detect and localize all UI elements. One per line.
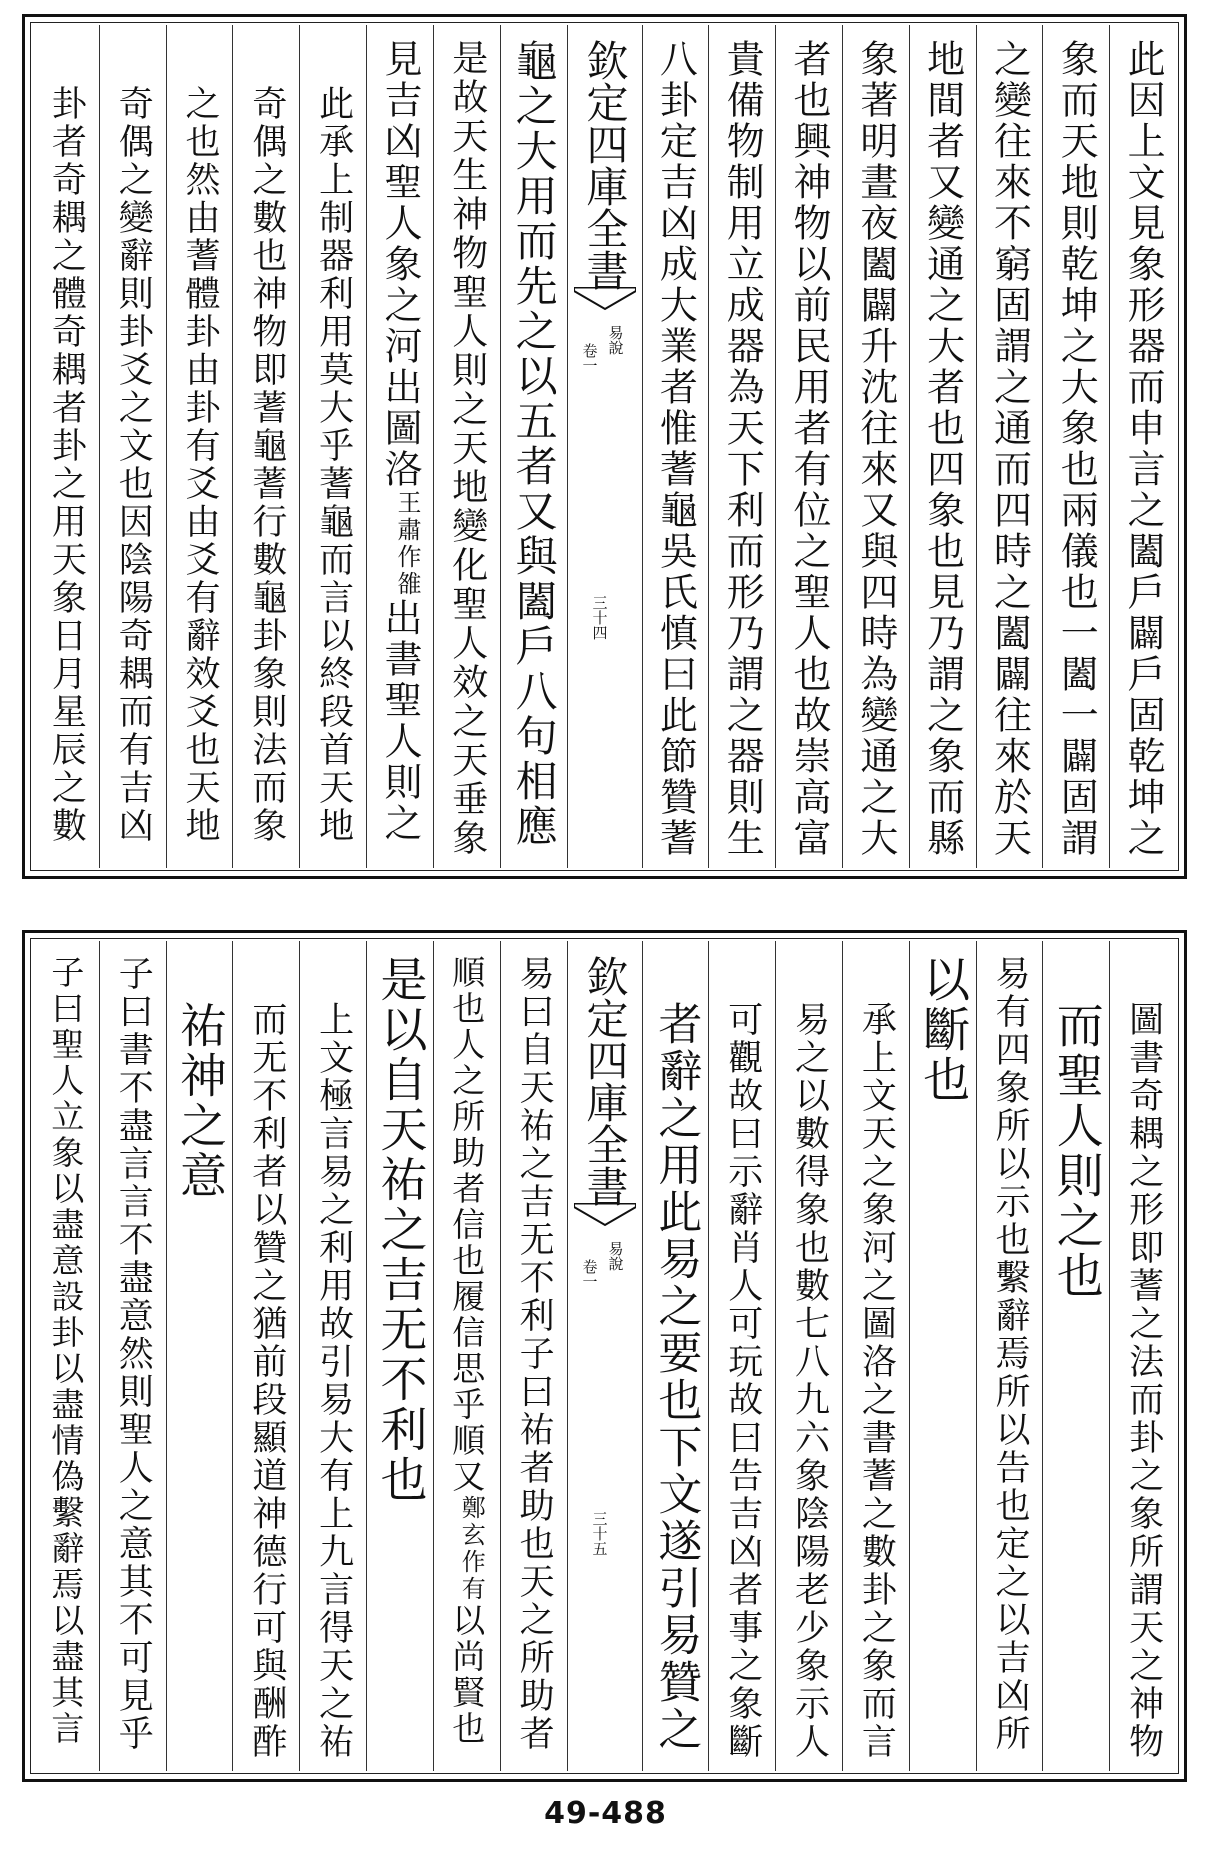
text-column [976,25,1043,868]
column-text: 龜之大用而先之以五者又與闔戶八句相應 [509,39,559,849]
fish-tail-icon [574,1203,636,1227]
book-name: 易說 [606,325,625,355]
text-column [909,941,976,1771]
text-column [166,941,233,1771]
text-column [708,25,775,868]
column-text [377,39,422,844]
column-text: 者也興神物以前民用者有位之聖人也故崇高富 [787,39,832,859]
text-column [299,941,366,1771]
column-text-tail: 出書聖人則之 [377,598,422,844]
book-title: 欽定四庫全書 [580,955,630,1207]
column-text: 地間者又變通之大者也四象也見乃謂之象而縣 [920,39,965,859]
column-text: 子曰聖人立象以盡意設卦以盡情偽繫辭焉以盡其言 [46,955,86,1747]
folio-number: 三十四 [590,595,609,640]
juan-number: 卷一 [580,1259,599,1289]
page-number: 49-488 [544,1796,667,1831]
text-column [642,941,709,1771]
column-text: 而无不利者以贊之猶前段顯道神德行可與酬酢 [246,1001,287,1761]
text-column [642,25,709,868]
annotation-left: 作有 [457,1549,486,1603]
annotation-right: 鄭玄 [457,1495,486,1549]
book-name: 易說 [606,1241,625,1271]
text-column [99,25,166,868]
text-column [433,25,500,868]
column-text-head: 順也人之所助者信也履信思乎順又 [447,955,487,1495]
text-column [1109,25,1176,868]
text-column [299,25,366,868]
text-column [775,941,842,1771]
text-column [1109,941,1176,1771]
top-page [22,14,1187,879]
book-title: 欽定四庫全書 [580,39,630,291]
text-column [232,941,299,1771]
text-column [366,25,433,868]
column-text: 子曰書不盡言言不盡意然則聖人之意其不可見乎 [113,955,154,1753]
fish-tail-icon [574,287,636,311]
text-column [775,25,842,868]
text-column [33,25,99,868]
annotation-left: 作雒 [392,544,421,598]
text-column [99,941,166,1771]
bottom-columns [33,941,1176,1771]
text-column [500,25,567,868]
text-column [1042,25,1109,868]
text-column [976,941,1043,1771]
text-column [909,25,976,868]
text-column [1042,941,1109,1771]
center-fold-column [567,25,642,868]
column-text: 以斷也 [915,955,971,1105]
column-text: 上文極言易之利用故引易大有上九言得天之祐 [313,1001,354,1761]
text-column [500,941,567,1771]
annotation-right: 王肅 [392,490,421,544]
column-text: 此因上文見象形器而申言之闔戶闢戶固乾坤之 [1121,39,1166,859]
column-text: 此承上制器利用莫大乎蓍龜而言以終段首天地 [313,85,354,845]
column-text: 奇偶之變辭則卦爻之文也因陰陽奇耦而有吉凶 [113,85,154,845]
folio-number: 三十五 [590,1511,609,1556]
center-fold-column [567,941,642,1771]
column-text: 易之以數得象也數七八九六象陰陽老少象示人 [789,1001,830,1761]
column-text: 圖書奇耦之形即蓍之法而卦之象所謂天之神物 [1123,1001,1164,1761]
text-column [842,25,909,868]
text-column [366,941,433,1771]
column-text: 可觀故曰示辭肖人可玩故曰告吉凶者事之象斷 [722,1001,763,1761]
column-text: 者辭之用此易之要也下文遂引易贊之 [650,1001,702,1753]
column-text: 八卦定吉凶成大業者惟蓍龜吳氏慎曰此節贊蓍 [653,39,698,859]
text-column [433,941,500,1771]
column-text-head: 見吉凶聖人象之河出圖洛 [377,39,422,490]
column-text: 祐神之意 [172,1001,228,1201]
column-text [447,955,487,1747]
column-text: 是以自天祐之吉无不利也 [372,955,428,1505]
column-text: 承上文天之象河之圖洛之書蓍之數卦之象而言 [856,1001,897,1761]
juan-number: 卷一 [580,343,599,373]
text-column [33,941,99,1771]
column-text: 象著明晝夜闔闢升沈往來又與四時為變通之大 [853,39,898,859]
column-text: 易曰自天祐之吉无不利子曰祐者助也天之所助者 [514,955,555,1753]
bottom-page [22,930,1187,1782]
column-text: 象而天地則乾坤之大象也兩儀也一闔一闢固謂 [1054,39,1099,859]
text-column [232,25,299,868]
column-text: 卦者奇耦之體奇耦者卦之用天象日月星辰之數 [46,85,87,845]
column-text: 之也然由蓍體卦由卦有爻由爻有辭效爻也天地 [180,85,221,845]
column-text: 奇偶之數也神物即蓍龜蓍行數龜卦象則法而象 [246,85,287,845]
text-column [708,941,775,1771]
text-column [166,25,233,868]
column-text: 貴備物制用立成器為天下利而形乃謂之器則生 [720,39,765,859]
text-column [842,941,909,1771]
top-columns [33,25,1176,868]
column-text: 而聖人則之也 [1048,1001,1104,1301]
column-text-tail: 以尚賢也 [447,1603,487,1747]
column-text: 易有四象所以示也繫辭焉所以告也定之以吉凶所 [989,955,1030,1753]
column-text: 之變往來不窮固謂之通而四時之闔闢往來於天 [987,39,1032,859]
column-text: 是故天生神物聖人則之天地變化聖人效之天垂象 [446,39,488,858]
